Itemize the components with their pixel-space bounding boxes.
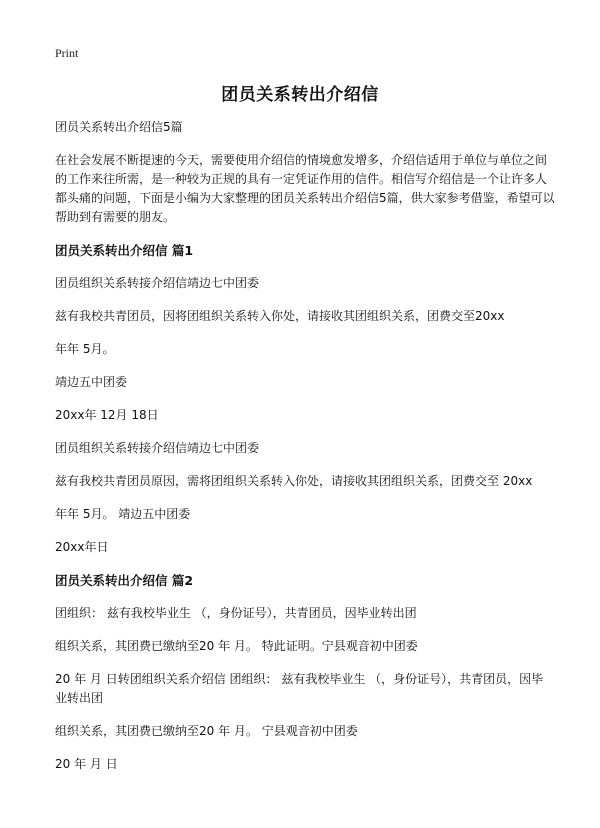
intro-paragraph: 在社会发展不断提速的今天，需要使用介绍信的情境愈发增多，介绍信适用于单位与单位之间的工作来往所需，是一种较为正规的具有一定凭证作用的信件。相信写介绍信是一个让许多人都头痛的问题，下面是小编为大家整理的团员关系转出介绍信5篇，供大家参考借鉴，希望可以帮助到有需要的朋友。 xyxy=(55,153,555,224)
page-title: 团员关系转出介绍信 xyxy=(221,85,379,105)
paragraph: 团组织： 兹有我校毕业生 （，身份证号），共青团员，因毕业转出团 xyxy=(55,606,417,620)
paragraph: 年年 5月。 xyxy=(55,342,115,356)
paragraph: 靖边五中团委 xyxy=(55,375,128,389)
section-heading-1: 团员关系转出介绍信 篇1 xyxy=(55,243,194,258)
paragraph: 组织关系，其团费已缴纳至20 年 月。 特此证明。宁县观音初中团委 xyxy=(55,639,418,653)
print-link[interactable]: Print xyxy=(55,46,79,60)
paragraph: 组织关系，其团费已缴纳至20 年 月。 宁县观音初中团委 xyxy=(55,724,358,738)
paragraph: 兹有我校共青团员，因将团组织关系转入你处，请接收其团组织关系，团费交至20xx xyxy=(55,309,505,323)
section-heading-2: 团员关系转出介绍信 篇2 xyxy=(55,573,194,588)
paragraph: 年年 5月。 靖边五中团委 xyxy=(55,507,191,521)
paragraph: 兹有我校共青团员原因，需将团组织关系转入你处，请接收其团组织关系，团费交至 20xx xyxy=(55,474,533,488)
intro-subtitle: 团员关系转出介绍信5篇 xyxy=(55,120,183,134)
paragraph: 20 年 月 日转团组织关系介绍信 团组织： 兹有我校毕业生 （，身份证号），共青团员，因毕业转出团 xyxy=(55,672,544,705)
paragraph: 20xx年 12月 18日 xyxy=(55,408,159,422)
paragraph: 团员组织关系转接介绍信靖边七中团委 xyxy=(55,441,260,455)
document-body xyxy=(55,118,555,788)
paragraph: 团员组织关系转接介绍信靖边七中团委 xyxy=(55,276,260,290)
paragraph: 20xx年日 xyxy=(55,540,109,554)
paragraph: 20 年 月 日 xyxy=(55,757,118,771)
